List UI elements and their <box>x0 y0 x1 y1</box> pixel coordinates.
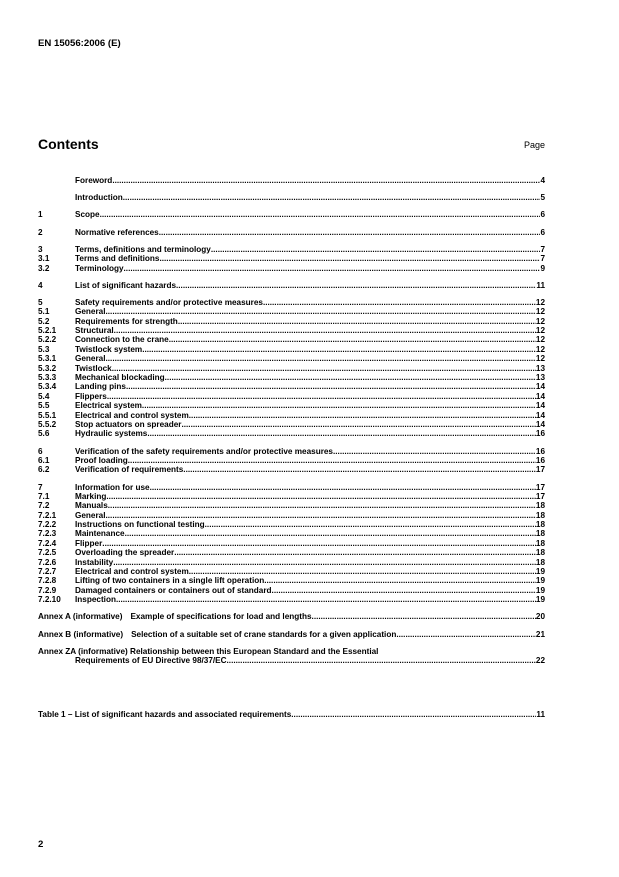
toc-entry-page: 18 <box>535 501 545 511</box>
dot-leader <box>150 483 536 492</box>
toc-entry[interactable] <box>38 228 545 237</box>
toc-entry-number: 7.2.7 <box>38 567 57 577</box>
toc-entry-title: Hydraulic systems <box>75 429 148 439</box>
toc-entry-number: 5.2 <box>38 316 50 326</box>
toc-entry[interactable] <box>38 401 545 410</box>
toc-entry-title: Instability <box>75 557 114 567</box>
toc-entry-page: 18 <box>535 548 545 558</box>
toc-entry[interactable] <box>38 326 545 335</box>
toc-entry[interactable] <box>38 254 545 263</box>
toc-entry-number: 3.1 <box>38 254 50 264</box>
toc-entry-title: Manuals <box>75 501 108 511</box>
toc-entry[interactable] <box>38 595 545 604</box>
toc-entry-page: 19 <box>535 595 545 605</box>
dot-leader <box>183 465 536 474</box>
dot-leader <box>272 586 536 595</box>
dot-leader <box>178 317 536 326</box>
toc-entry[interactable] <box>38 264 545 273</box>
toc-entry-number: 5.3.1 <box>38 354 57 364</box>
toc-entry-number: 7.2.4 <box>38 538 57 548</box>
dot-leader <box>102 539 536 548</box>
toc-entry-page: 19 <box>535 585 545 595</box>
toc-entry[interactable] <box>38 520 545 529</box>
dot-leader <box>114 326 536 335</box>
toc-entry-title: Twistlock <box>75 363 112 373</box>
toc-entry[interactable] <box>38 245 545 254</box>
dot-leader <box>106 354 536 363</box>
toc-entry-page: 17 <box>535 491 545 501</box>
toc-entry[interactable] <box>38 411 545 420</box>
toc-entry-number: 7.2 <box>38 501 50 511</box>
toc-entry-number: 7.2.10 <box>38 595 61 605</box>
toc-entry[interactable] <box>38 447 545 456</box>
toc-entry-number: 2 <box>38 227 43 237</box>
toc-entry-title: Introduction <box>75 193 123 203</box>
toc-entry-page: 12 <box>535 326 545 336</box>
dot-leader <box>159 254 540 263</box>
toc-entry-annex[interactable] <box>38 630 545 639</box>
toc-entry-page: 5 <box>540 193 545 203</box>
toc-entry-title: Instructions on functional testing <box>75 520 205 530</box>
toc-entry-title: Mechanical blockading <box>75 373 165 383</box>
toc-entry-page: 14 <box>535 391 545 401</box>
document-id: EN 15056:2006 (E) <box>38 38 121 49</box>
dot-leader <box>174 548 536 557</box>
toc-entry-page: 12 <box>535 354 545 364</box>
contents-heading: Contents <box>38 136 99 152</box>
toc-entry-page: 18 <box>535 520 545 530</box>
dot-leader <box>169 335 536 344</box>
dot-leader <box>165 373 536 382</box>
dot-leader <box>125 529 536 538</box>
toc-entry-title: General <box>75 510 106 520</box>
dot-leader <box>112 364 536 373</box>
toc-entry[interactable] <box>38 558 545 567</box>
toc-entry-number: 3 <box>38 244 43 254</box>
toc-entry-number: 7.2.5 <box>38 548 57 558</box>
toc-entry[interactable] <box>38 307 545 316</box>
dot-leader <box>189 567 536 576</box>
toc-entry-title: Marking <box>75 491 107 501</box>
dot-leader <box>142 401 536 410</box>
toc-entry[interactable] <box>38 392 545 401</box>
dot-leader <box>113 558 536 567</box>
toc-entry-title: Terminology <box>75 263 124 273</box>
toc-entry-title: General <box>75 354 106 364</box>
toc-entry-page: 14 <box>535 410 545 420</box>
toc-entry-title: Terms and definitions <box>75 254 160 264</box>
toc-entry-title: Proof loading <box>75 455 128 465</box>
toc-entry[interactable] <box>38 345 545 354</box>
toc-entry[interactable] <box>38 548 545 557</box>
toc-entry-page: 17 <box>535 465 545 475</box>
dot-leader <box>333 447 536 456</box>
toc-entry-title: Verification of the safety requirements and/or protective measures <box>75 446 333 456</box>
toc-entry-title: List of significant hazards <box>75 280 176 290</box>
toc-entry[interactable] <box>38 354 545 363</box>
toc-entry-page: 13 <box>535 373 545 383</box>
toc-entry[interactable] <box>38 281 545 290</box>
toc-entry-number: 5.5.2 <box>38 419 57 429</box>
toc-entry-page: 13 <box>535 363 545 373</box>
dot-leader <box>312 612 536 621</box>
toc-entry-title: Flipper <box>75 538 103 548</box>
toc-entry-page: 14 <box>535 419 545 429</box>
toc-entry-title: Electrical and control system <box>75 410 189 420</box>
toc-entry-title: Electrical and control system <box>75 567 189 577</box>
dot-leader <box>108 501 536 510</box>
toc-entry-title: Normative references <box>75 227 159 237</box>
toc-entry-page: 19 <box>535 567 545 577</box>
toc-entry-page: 14 <box>535 382 545 392</box>
dot-leader <box>291 710 536 719</box>
annex-entries <box>38 612 545 639</box>
dot-leader <box>100 210 541 219</box>
toc-entry-number: 5.6 <box>38 429 50 439</box>
toc-entry-title: Inspection <box>75 595 116 605</box>
toc-entry[interactable] <box>38 567 545 576</box>
toc-entry-number: 5.3 <box>38 344 50 354</box>
toc-entry-page: 16 <box>535 429 545 439</box>
dot-leader <box>112 176 540 185</box>
toc-entry-number: 5.4 <box>38 391 50 401</box>
toc-entry-page: 18 <box>535 538 545 548</box>
dot-leader <box>116 595 536 604</box>
toc-entry-title: Twistlock system <box>75 344 143 354</box>
toc-entry[interactable] <box>38 586 545 595</box>
toc-entry-title: Structural <box>75 326 114 336</box>
toc-entry[interactable] <box>38 429 545 438</box>
annex-label: Annex A (informative) <box>38 612 123 622</box>
toc-entry-title: General <box>75 307 106 317</box>
toc-entry-title: Connection to the crane <box>75 335 169 345</box>
toc-entry[interactable] <box>38 317 545 326</box>
toc-entry[interactable] <box>38 483 545 492</box>
annex-page: 20 <box>535 612 545 622</box>
annex-title: Selection of a suitable set of crane standards for a given application <box>131 629 397 639</box>
toc-entry-number: 5.2.2 <box>38 335 57 345</box>
dot-leader <box>264 576 536 585</box>
toc-entry[interactable] <box>38 576 545 585</box>
dot-leader <box>128 456 536 465</box>
toc-entry-number: 6 <box>38 446 43 456</box>
dot-leader <box>263 298 536 307</box>
toc-entry-page: 9 <box>540 263 545 273</box>
toc-entry[interactable] <box>38 335 545 344</box>
toc-entry-page: 6 <box>540 227 545 237</box>
toc-entry-title: Electrical system <box>75 401 142 411</box>
toc-entry-number: 7.2.2 <box>38 520 57 530</box>
toc-entry-title: Scope <box>75 210 100 220</box>
toc-entry[interactable] <box>38 373 545 382</box>
toc-entry[interactable] <box>38 511 545 520</box>
toc-entry-page: 19 <box>535 576 545 586</box>
toc-entry-page: 7 <box>540 244 545 254</box>
toc-entry-number: 5.1 <box>38 307 50 317</box>
toc-entry-title: Landing pins <box>75 382 126 392</box>
toc-entry-title: Stop actuators on spreader <box>75 419 182 429</box>
dot-leader <box>126 382 536 391</box>
toc-entry-title: Damaged containers or containers out of standard <box>75 585 272 595</box>
annex-page: 21 <box>535 629 545 639</box>
toc-entry-annex[interactable] <box>38 612 545 621</box>
toc-entry-page: 18 <box>535 510 545 520</box>
toc-entry-title: Overloading the spreader <box>75 548 175 558</box>
dot-leader <box>107 392 536 401</box>
annex-label: Annex B (informative) <box>38 629 124 639</box>
table-of-contents <box>38 176 545 719</box>
dot-leader <box>211 245 541 254</box>
dot-leader <box>181 420 535 429</box>
toc-entry[interactable] <box>38 456 545 465</box>
toc-entry-title: Information for use <box>75 482 150 492</box>
dot-leader <box>106 492 535 501</box>
annex-title: Example of specifications for load and lengths <box>130 612 312 622</box>
toc-entry-title: Verification of requirements <box>75 465 184 475</box>
toc-entry-annex-za[interactable] <box>38 647 545 666</box>
dot-leader <box>106 511 536 520</box>
table-page: 11 <box>536 709 545 719</box>
page-column-label: Page <box>523 140 545 150</box>
toc-entry[interactable] <box>38 465 545 474</box>
table-list <box>38 710 545 719</box>
toc-entry[interactable] <box>38 382 545 391</box>
toc-entry[interactable] <box>38 501 545 510</box>
toc-entry-page: 12 <box>535 307 545 317</box>
toc-entry-title: Lifting of two containers in a single lift operation <box>75 576 265 586</box>
toc-entry-page: 7 <box>540 254 545 264</box>
toc-entry-title: Flippers <box>75 391 107 401</box>
toc-entry-number: 7.2.3 <box>38 529 57 539</box>
annex-za-title-line2: Requirements of EU Directive 98/37/EC <box>75 656 227 666</box>
toc-entry[interactable] <box>38 364 545 373</box>
toc-entry-page: 12 <box>535 335 545 345</box>
dot-leader <box>123 193 541 202</box>
toc-entry-number: 4 <box>38 280 43 290</box>
toc-entry-page: 11 <box>536 280 545 290</box>
toc-entry-page: 12 <box>535 297 545 307</box>
dot-leader <box>176 281 536 290</box>
toc-entry-number: 7 <box>38 482 43 492</box>
toc-entry-number: 7.2.6 <box>38 557 57 567</box>
toc-entry-title: Safety requirements and/or protective measures <box>75 297 263 307</box>
toc-entry[interactable] <box>38 176 545 185</box>
dot-leader <box>159 228 541 237</box>
toc-entry-title: Requirements for strength <box>75 316 178 326</box>
toc-entry-number: 3.2 <box>38 263 50 273</box>
dot-leader <box>205 520 536 529</box>
toc-entry-table[interactable] <box>38 710 545 719</box>
dot-leader <box>396 630 536 639</box>
toc-entry-page: 18 <box>535 529 545 539</box>
annex-za-page: 22 <box>535 656 545 666</box>
toc-entry-number: 6.2 <box>38 465 50 475</box>
toc-entry-title: Foreword <box>75 175 113 185</box>
dot-leader <box>227 656 536 665</box>
page-number: 2 <box>38 839 44 850</box>
toc-entry-number: 5.3.3 <box>38 373 57 383</box>
toc-entry-page: 16 <box>535 446 545 456</box>
toc-entry-page: 18 <box>535 557 545 567</box>
toc-entry[interactable] <box>38 193 545 202</box>
toc-entry-page: 4 <box>540 175 545 185</box>
toc-entry-number: 1 <box>38 210 43 220</box>
toc-entry-number: 7.2.1 <box>38 510 57 520</box>
toc-entry-number: 5.5 <box>38 401 50 411</box>
toc-entry-number: 5 <box>38 297 43 307</box>
toc-entry[interactable] <box>38 420 545 429</box>
toc-entry-page: 12 <box>535 316 545 326</box>
toc-entry-number: 7.1 <box>38 491 50 501</box>
toc-entry[interactable] <box>38 298 545 307</box>
toc-entry-number: 5.3.4 <box>38 382 57 392</box>
toc-entry[interactable] <box>38 492 545 501</box>
toc-entry-page: 16 <box>535 455 545 465</box>
dot-leader <box>147 429 536 438</box>
toc-entry-number: 7.2.9 <box>38 585 57 595</box>
dot-leader <box>189 411 536 420</box>
dot-leader <box>124 264 541 273</box>
toc-entry-page: 17 <box>535 482 545 492</box>
toc-entry[interactable] <box>38 539 545 548</box>
toc-entry-title: Maintenance <box>75 529 125 539</box>
toc-entry-number: 6.1 <box>38 455 50 465</box>
table-title: Table 1 – List of significant hazards and associated requirements <box>38 709 292 719</box>
toc-entry-page: 14 <box>535 401 545 411</box>
annex-za-title-line1: Annex ZA (informative) Relationship between this European Standard and the Essential <box>38 646 379 656</box>
toc-entry[interactable] <box>38 210 545 219</box>
dot-leader <box>142 345 536 354</box>
toc-entries <box>38 176 545 605</box>
toc-entry-number: 7.2.8 <box>38 576 57 586</box>
toc-entry-number: 5.3.2 <box>38 363 57 373</box>
toc-entry-page: 6 <box>540 210 545 220</box>
toc-entry-page: 12 <box>535 344 545 354</box>
dot-leader <box>106 307 536 316</box>
toc-entry[interactable] <box>38 529 545 538</box>
toc-entry-title: Terms, definitions and terminology <box>75 244 211 254</box>
toc-entry-number: 5.2.1 <box>38 326 57 336</box>
toc-entry-number: 5.5.1 <box>38 410 57 420</box>
